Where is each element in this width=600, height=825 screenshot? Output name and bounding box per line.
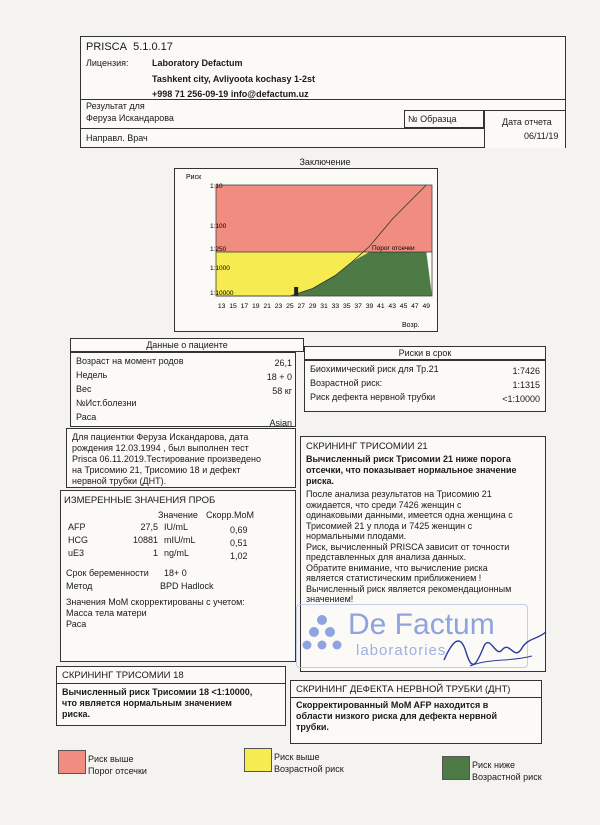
legend-swatch	[442, 756, 470, 780]
x-tick-label: 25	[286, 303, 294, 310]
x-tick-label: 31	[320, 303, 328, 310]
patient-marker	[294, 287, 298, 296]
y-tick-label: 1:100	[210, 223, 227, 230]
t21-explanation-line: представленных для анализа данных.	[306, 552, 467, 562]
x-tick-label: 41	[377, 303, 385, 310]
t21-conclusion-line: Вычисленный риск Трисомии 21 ниже порога	[306, 454, 511, 464]
t21-conclusion-line: отсечки, что показывает нормальное значение	[306, 465, 517, 475]
measured-title: ИЗМЕРЕННЫЕ ЗНАЧЕНИЯ ПРОБ	[64, 495, 216, 506]
analyte-mom: 0,69	[230, 525, 248, 535]
patient-title: Данные о пациенте	[70, 338, 304, 352]
ntd-title: СКРИНИНГ ДЕФЕКТА НЕРВНОЙ ТРУБКИ (ДНТ)	[296, 684, 511, 695]
risk-label: Риск дефекта нервной трубки	[310, 392, 436, 402]
header-divider	[80, 99, 566, 100]
x-tick-label: 35	[342, 303, 351, 310]
analyte-mom: 0,51	[230, 538, 248, 548]
t18-conclusion-line: что является нормальным значением	[62, 698, 232, 708]
legend-label: Риск выше	[274, 752, 320, 762]
t21-explanation-line: ожидается, что среди 7426 женщин с	[306, 499, 462, 510]
patient-field-value: 26,1	[274, 358, 292, 368]
x-tick-label: 17	[240, 303, 249, 310]
description-line: Prisca 06.11.2019.Тестирование произведено	[72, 454, 261, 464]
t21-explanation-line: нормальными плодами.	[306, 531, 407, 541]
col-mom-header: Скорр.MoM	[206, 510, 255, 520]
t21-explanation-line: значением!	[306, 594, 354, 604]
ntd-conclusion-line: Скорректированный MoM AFP находится в	[296, 700, 489, 710]
app-title: PRISCA 5.1.0.17	[86, 41, 173, 53]
analyte-name: HCG	[68, 535, 88, 545]
ga-label: Срок беременности	[66, 568, 149, 578]
x-tick-label: 29	[308, 303, 317, 310]
ga-value: 18+ 0	[164, 568, 187, 578]
t18-title: СКРИНИНГ ТРИСОМИИ 18	[62, 670, 184, 681]
stamp-sub: laboratories	[356, 642, 447, 659]
x-tick-label: 43	[388, 303, 396, 310]
stamp-molecule-icon	[302, 612, 342, 656]
legend-label: Риск выше	[88, 754, 134, 764]
method-value: BPD Hadlock	[160, 581, 214, 591]
lab-contacts: +998 71 256-09-19 info@defactum.uz	[152, 89, 309, 99]
x-tick-label: 45	[399, 303, 408, 310]
x-tick-label: 13	[217, 303, 226, 310]
x-tick-label: 27	[297, 303, 306, 310]
y-tick-label: 1:10	[210, 183, 223, 190]
signature	[440, 622, 550, 672]
ntd-divider	[290, 697, 542, 698]
analyte-value: 10881	[132, 535, 158, 545]
report-date-cell	[484, 110, 566, 148]
legend-label: Порог отсечки	[88, 766, 147, 776]
y-tick-label: 1:1000	[210, 265, 230, 272]
lab-name: Laboratory Defactum	[152, 58, 243, 68]
analyte-mom: 1,02	[230, 551, 248, 561]
t21-title: СКРИНИНГ ТРИСОМИИ 21	[306, 441, 428, 452]
description-line: Для пациентки Феруза Искандарова, дата	[72, 432, 249, 442]
x-tick-label: 19	[252, 303, 260, 310]
risk-chart	[174, 168, 438, 332]
patient-field-label: Возраст на момент родов	[76, 356, 184, 366]
t21-explanation-line: После анализа результатов на Трисомию 21	[306, 489, 492, 499]
x-tick-label: 23	[274, 303, 283, 310]
t21-explanation-line: Трисомией 21 у плода и 7425 женщин с	[306, 520, 473, 531]
conclusion-title: Заключение	[250, 156, 400, 169]
risks-title: Риски в срок	[304, 346, 546, 360]
report-date-label: Дата отчета	[502, 117, 552, 127]
analyte-unit: ng/mL	[164, 548, 190, 558]
license-label: Лицензия:	[86, 58, 129, 68]
patient-field-label: Раса	[76, 412, 97, 422]
t21-explanation-line: одинаковыми данными, имеется одна женщина с	[306, 510, 513, 520]
legend-label: Риск ниже	[472, 760, 515, 770]
risk-label: Биохимический риск для Тр.21	[310, 364, 439, 374]
y-tick-label: 1:250	[210, 246, 227, 253]
analyte-value: 27,5	[140, 522, 158, 532]
x-tick-label: 49	[422, 303, 431, 310]
t18-conclusion-line: Вычисленный риск Трисомии 18 <1:10000,	[62, 687, 253, 697]
x-tick-label: 37	[354, 303, 362, 310]
corrected-line: Масса тела матери	[66, 608, 147, 618]
zone-red	[216, 185, 432, 252]
corrected-line: Раса	[66, 619, 87, 629]
legend-swatch	[244, 748, 272, 772]
chart-xlabel: Возр.	[402, 322, 420, 329]
method-label: Метод	[66, 581, 93, 591]
t21-explanation-line: Вычисленный риск является рекомендационным	[306, 583, 512, 594]
description-line: рождения 12.03.1994 , был выполнен тест	[72, 443, 249, 453]
patient-field-label: Вес	[76, 384, 92, 394]
corrected-line: Значения MoM скорректированы с учетом:	[66, 597, 245, 607]
risk-label: Возрастной риск:	[310, 378, 383, 388]
legend-swatch	[58, 750, 86, 774]
patient-field-value: 18 + 0	[266, 372, 292, 382]
x-tick-label: 39	[365, 303, 374, 310]
x-tick-label: 47	[411, 303, 419, 310]
report-date: 06/11/19	[524, 131, 559, 141]
cutoff-label: Порог отсечки	[372, 245, 415, 252]
t21-explanation-line: Риск, вычисленный PRISCA зависит от точности	[306, 541, 510, 552]
ntd-conclusion-line: трубки.	[296, 722, 329, 732]
patient-name: Феруза Искандарова	[86, 113, 174, 123]
analyte-value: 1	[152, 548, 158, 558]
t21-conclusion-line: риска.	[306, 476, 335, 486]
analyte-unit: mIU/mL	[164, 535, 196, 545]
doctor-label: Направл. Врач	[86, 133, 148, 143]
t21-explanation-line: Обратите внимание, что вычисление риска	[306, 562, 488, 573]
lab-address: Tashkent city, Avliyoota kochasy 1-2st	[152, 74, 316, 84]
patient-field-label: Недель	[76, 370, 108, 380]
x-tick-label: 33	[331, 303, 340, 310]
t21-explanation-line: является статистическим приближением !	[306, 573, 482, 583]
description-line: на Трисомию 21, Трисомию 18 и дефект	[72, 465, 241, 475]
t18-divider	[56, 683, 286, 684]
description-line: нервной трубки (ДНТ).	[72, 476, 167, 486]
legend-label: Возрастной риск	[472, 772, 542, 782]
x-tick-label: 21	[263, 303, 271, 310]
y-tick-label: 1:10000	[210, 290, 234, 297]
analyte-name: AFP	[68, 522, 86, 532]
x-tick-label: 15	[229, 303, 237, 310]
analyte-unit: IU/mL	[164, 522, 189, 532]
x-axis-ticks	[218, 303, 430, 310]
risk-value: <1:10000	[502, 394, 540, 404]
analyte-name: uE3	[68, 548, 85, 558]
result-for-label: Результат для	[86, 101, 145, 111]
stamp-name: De Factum	[348, 608, 495, 641]
col-value-header: Значение	[158, 510, 198, 520]
patient-field-value: Asian	[269, 418, 292, 428]
chart-ylabel: Риск	[186, 174, 202, 181]
t18-conclusion-line: риска.	[62, 709, 91, 719]
sample-no-label: № Образца	[408, 114, 457, 124]
patient-field-value: 58 кг	[272, 386, 292, 396]
risk-value: 1:1315	[512, 380, 540, 390]
risk-value: 1:7426	[512, 366, 540, 376]
ntd-conclusion-line: области низкого риска для дефекта нервной	[296, 711, 498, 721]
patient-field-label: №Ист.болезни	[76, 398, 137, 408]
legend-label: Возрастной риск	[274, 764, 344, 774]
